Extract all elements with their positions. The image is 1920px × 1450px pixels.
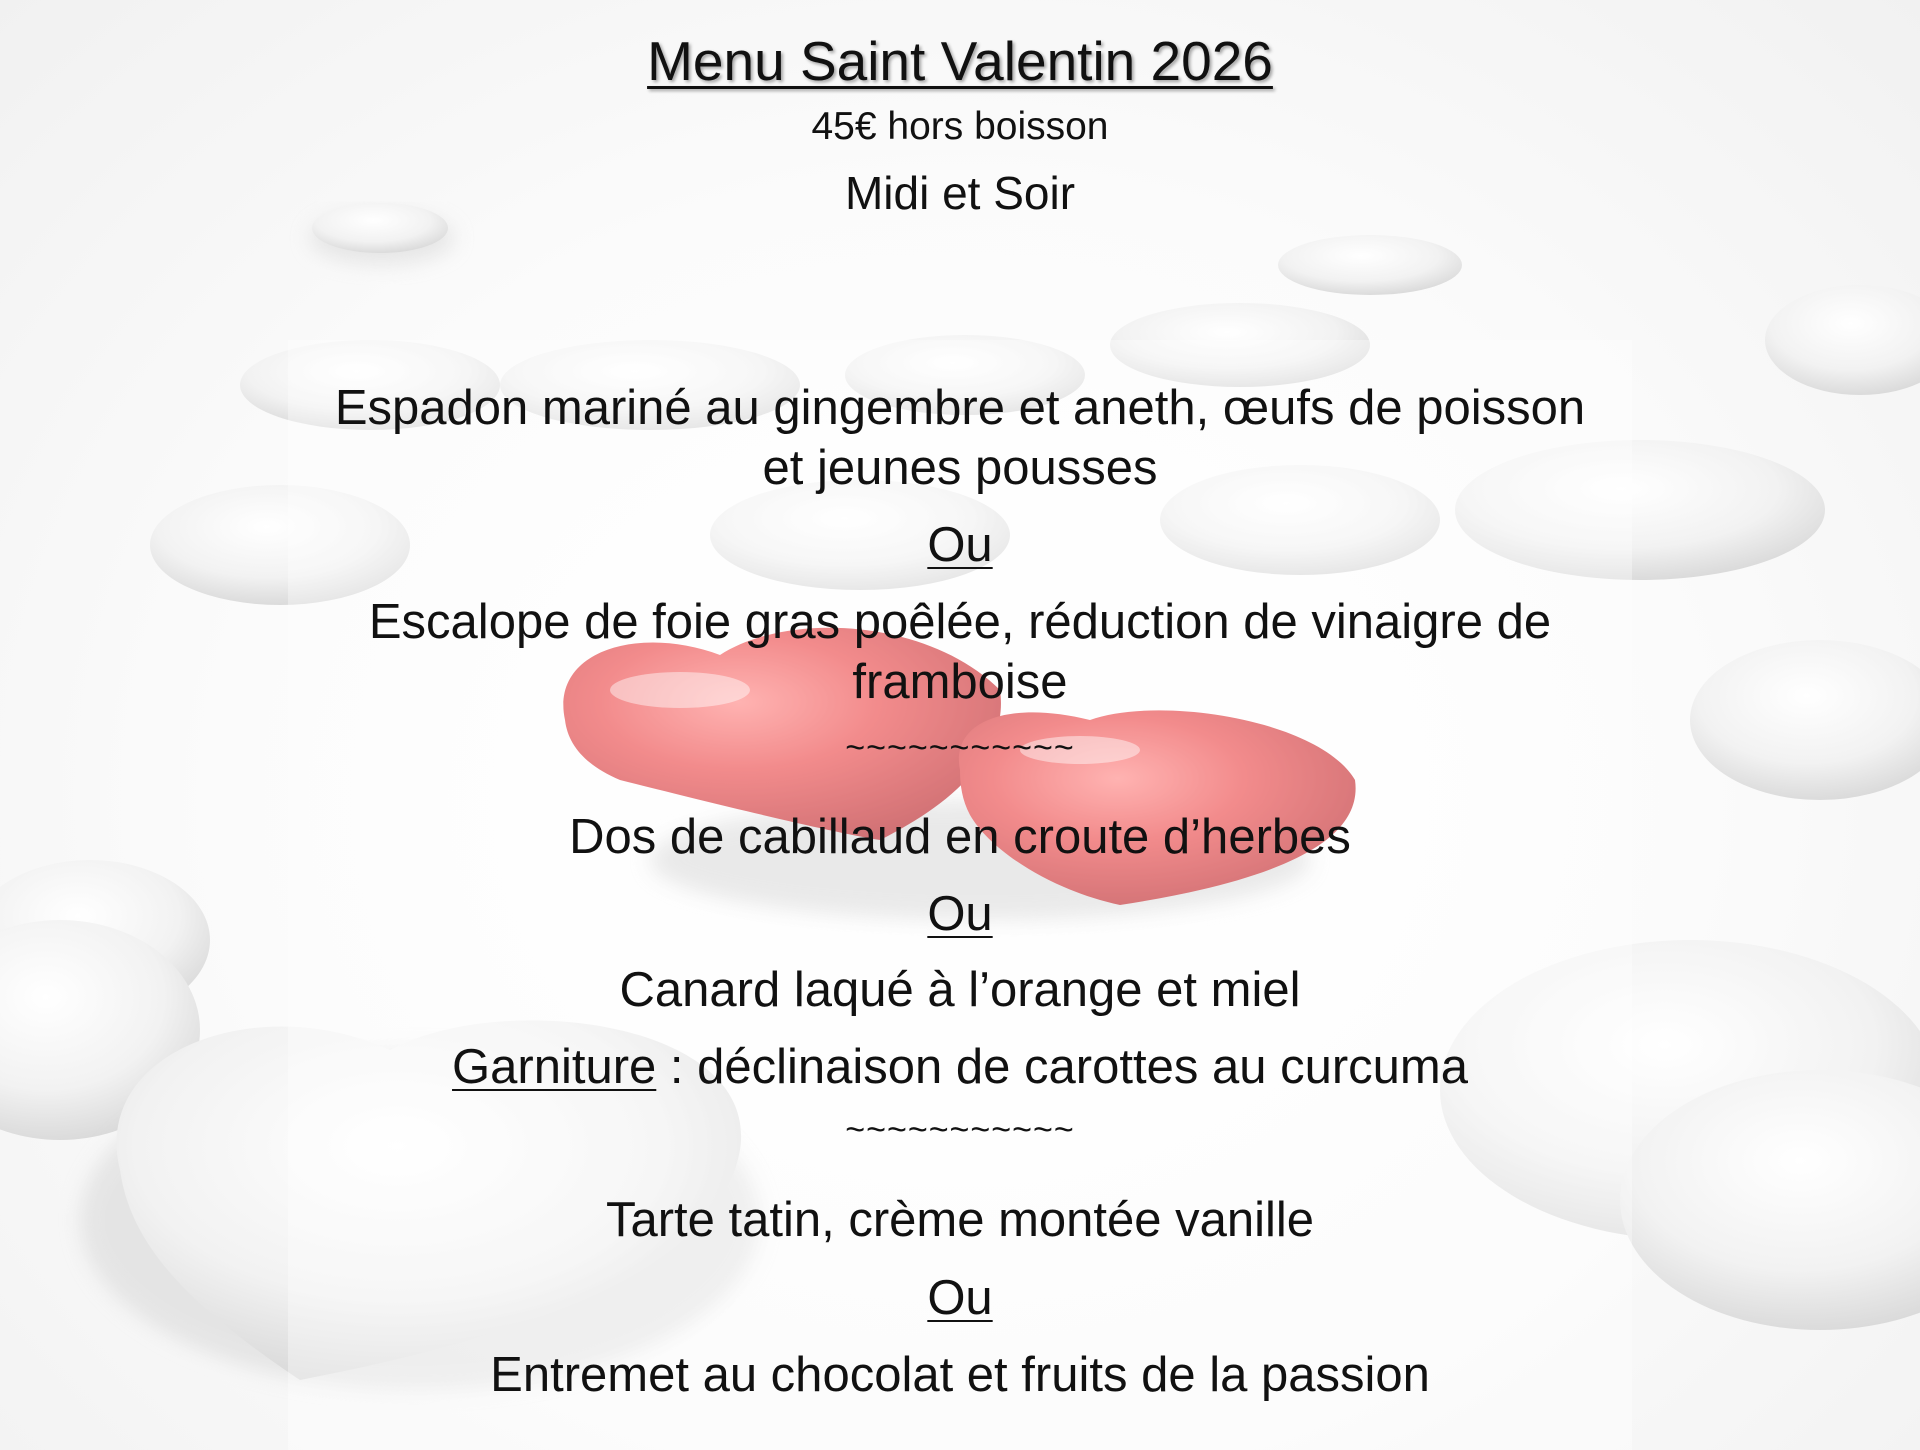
course-divider: ~~~~~~~~~~~ (845, 1111, 1075, 1149)
main-option-1: Dos de cabillaud en croute d’herbes (569, 810, 1351, 864)
menu-price: 45€ hors boisson (811, 105, 1109, 148)
starter-option-1: Espadon mariné au gingembre et aneth, œufs de poisson et jeunes pousses (334, 381, 1586, 495)
dessert-option-2: Entremet au chocolat et fruits de la passion (490, 1348, 1430, 1402)
menu-service-times: Midi et Soir (844, 167, 1076, 219)
or-separator: Ou (927, 518, 993, 572)
garnish-line (310, 1037, 1610, 1097)
main-option-2: Canard laqué à l’orange et miel (619, 963, 1301, 1017)
or-separator: Ou (927, 1271, 993, 1325)
or-separator: Ou (927, 887, 993, 941)
starter-option-2: Escalope de foie gras poêlée, réduction de vinaigre de framboise (368, 595, 1552, 709)
menu-title: Menu Saint Valentin 2026 (647, 30, 1273, 92)
garnish-label: Garniture (452, 1040, 657, 1094)
garnish-text: : déclinaison de carottes au curcuma (656, 1040, 1468, 1094)
course-divider: ~~~~~~~~~~~ (845, 729, 1075, 767)
dessert-option-1: Tarte tatin, crème montée vanille (605, 1193, 1315, 1247)
